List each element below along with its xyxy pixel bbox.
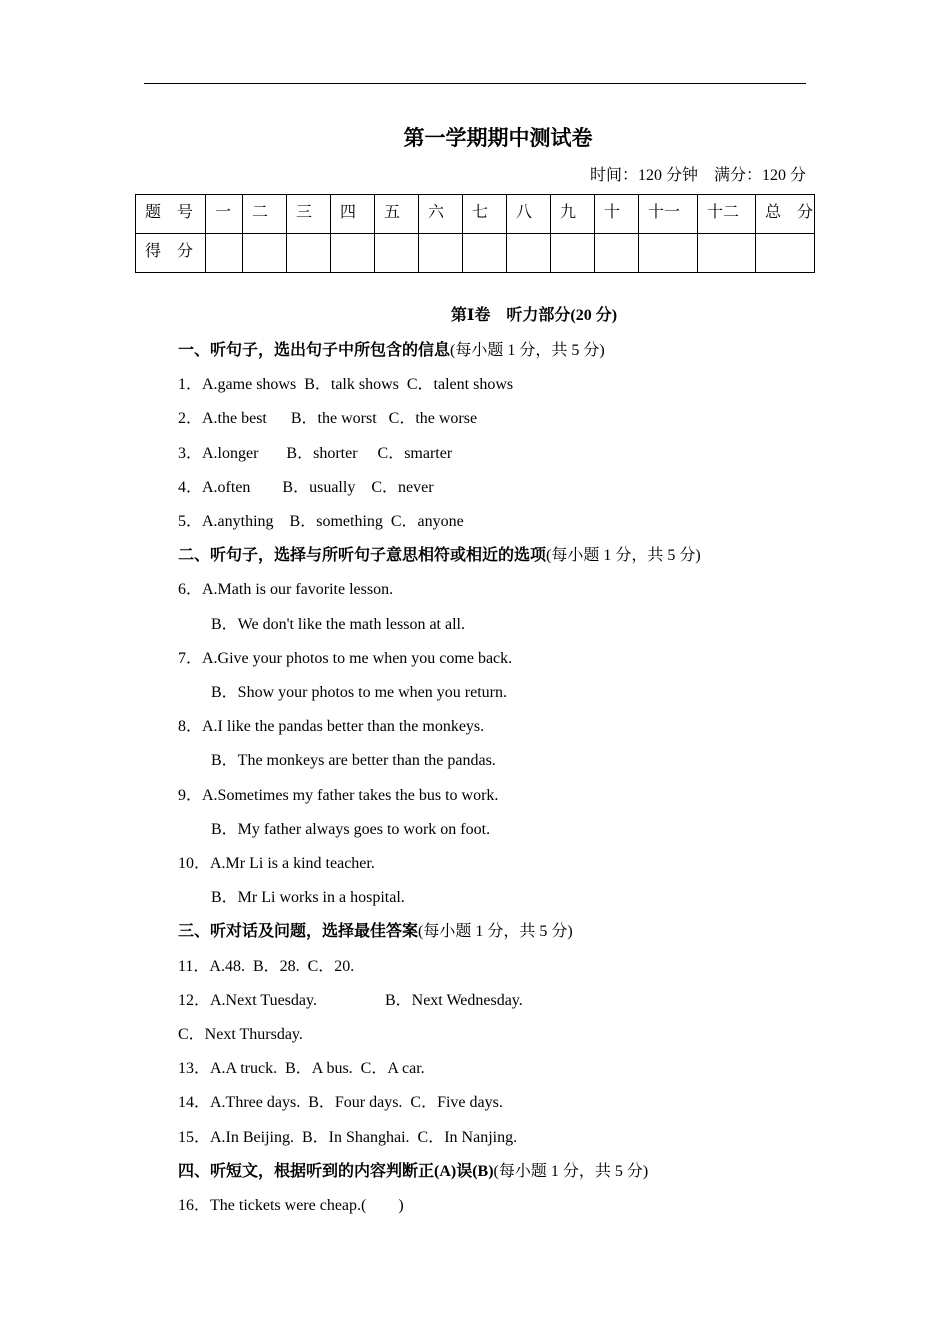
score-cell: 题 号	[136, 195, 206, 234]
part-title: 第Ⅰ卷 听力部分(20 分)	[450, 307, 618, 324]
score-cell: 十	[595, 195, 639, 234]
section-heading-text: 四、听短文，根据听到的内容判断正(A)误(B)	[178, 1162, 494, 1180]
section-heading	[178, 918, 573, 941]
question-line: 4．A.often B．usually C．never	[178, 478, 434, 496]
score-cell: 八	[507, 195, 551, 234]
question-option-line: B．The monkeys are better than the pandas.	[211, 752, 496, 770]
score-cell: 六	[419, 195, 463, 234]
question-line: 3．A.longer B．shorter C．smarter	[178, 444, 453, 462]
page-title: 第一学期期中测试卷	[403, 126, 593, 150]
score-cell: 二	[243, 195, 287, 234]
section-heading-text: 一、听句子，选出句子中所包含的信息	[178, 342, 451, 359]
score-entry[interactable]	[756, 234, 815, 273]
score-table-header-row	[136, 195, 815, 234]
score-cell: 十二	[698, 195, 756, 234]
score-entry[interactable]	[551, 234, 595, 273]
exam-meta: 时间：120 分钟 满分：120 分	[589, 167, 806, 184]
score-entry[interactable]	[595, 234, 639, 273]
section-heading	[178, 542, 701, 565]
section-heading-text: 二、听句子，选择与所听句子意思相符或相近的选项	[178, 547, 547, 565]
question-line: 11．A.48. B．28. C．20.	[178, 957, 355, 975]
section-heading-scoring: (每小题 1 分，共 5 分)	[546, 547, 701, 565]
section-heading-scoring: (每小题 1 分，共 5 分)	[493, 1162, 649, 1180]
score-entry[interactable]	[463, 234, 507, 273]
score-cell: 一	[206, 195, 243, 234]
score-cell: 四	[331, 195, 375, 234]
question-line: 8．A.I like the pandas better than the monkeys.	[178, 718, 485, 736]
question-line: 16．The tickets were cheap.( )	[178, 1197, 404, 1214]
score-cell: 总 分	[756, 195, 815, 234]
question-line: 6．A.Math is our favorite lesson.	[178, 581, 394, 599]
score-entry[interactable]	[419, 234, 463, 273]
score-table	[135, 194, 815, 273]
section-heading-scoring: (每小题 1 分，共 5 分)	[450, 342, 605, 359]
score-entry[interactable]	[287, 234, 331, 273]
score-entry[interactable]	[331, 234, 375, 273]
question-line: 13．A.A truck. B．A bus. C．A car.	[178, 1060, 425, 1078]
question-line: 15．A.In Beijing. B．In Shanghai. C．In Nanjing.	[178, 1128, 518, 1146]
score-entry[interactable]	[507, 234, 551, 273]
question-line: C．Next Thursday.	[178, 1026, 303, 1043]
top-rule	[144, 83, 806, 84]
question-option-line: B．We don't like the math lesson at all.	[211, 615, 465, 633]
question-line: 12．A.Next Tuesday. B．Next Wednesday.	[178, 991, 523, 1009]
section-heading-text: 三、听对话及问题，选择最佳答案	[178, 923, 419, 941]
question-line: 1．A.game shows B．talk shows C．talent shows	[178, 376, 514, 394]
question-option-line: B．Show your photos to me when you return.	[211, 684, 507, 701]
question-option-line: B．Mr Li works in a hospital.	[211, 889, 405, 907]
section-heading-scoring: (每小题 1 分，共 5 分)	[418, 923, 573, 941]
question-option-line: B．My father always goes to work on foot.	[211, 820, 491, 838]
section-heading	[178, 337, 605, 360]
question-line: 2．A.the best B．the worst C．the worse	[178, 410, 478, 428]
score-entry[interactable]	[206, 234, 243, 273]
score-cell: 九	[551, 195, 595, 234]
question-line: 9．A.Sometimes my father takes the bus to work.	[178, 786, 499, 804]
question-line: 7．A.Give your photos to me when you come back.	[178, 649, 513, 667]
score-entry[interactable]	[639, 234, 698, 273]
score-table-score-row	[136, 234, 815, 273]
score-entry[interactable]	[375, 234, 419, 273]
score-entry[interactable]	[243, 234, 287, 273]
score-row-label: 得 分	[136, 234, 206, 273]
score-cell: 五	[375, 195, 419, 234]
score-cell: 十一	[639, 195, 698, 234]
section-heading	[178, 1158, 648, 1181]
score-cell: 七	[463, 195, 507, 234]
question-line: 14．A.Three days. B．Four days. C．Five days.	[178, 1094, 503, 1112]
question-line: 10．A.Mr Li is a kind teacher.	[178, 855, 375, 872]
question-line: 5．A.anything B．something C．anyone	[178, 513, 464, 530]
score-entry[interactable]	[698, 234, 756, 273]
score-cell: 三	[287, 195, 331, 234]
